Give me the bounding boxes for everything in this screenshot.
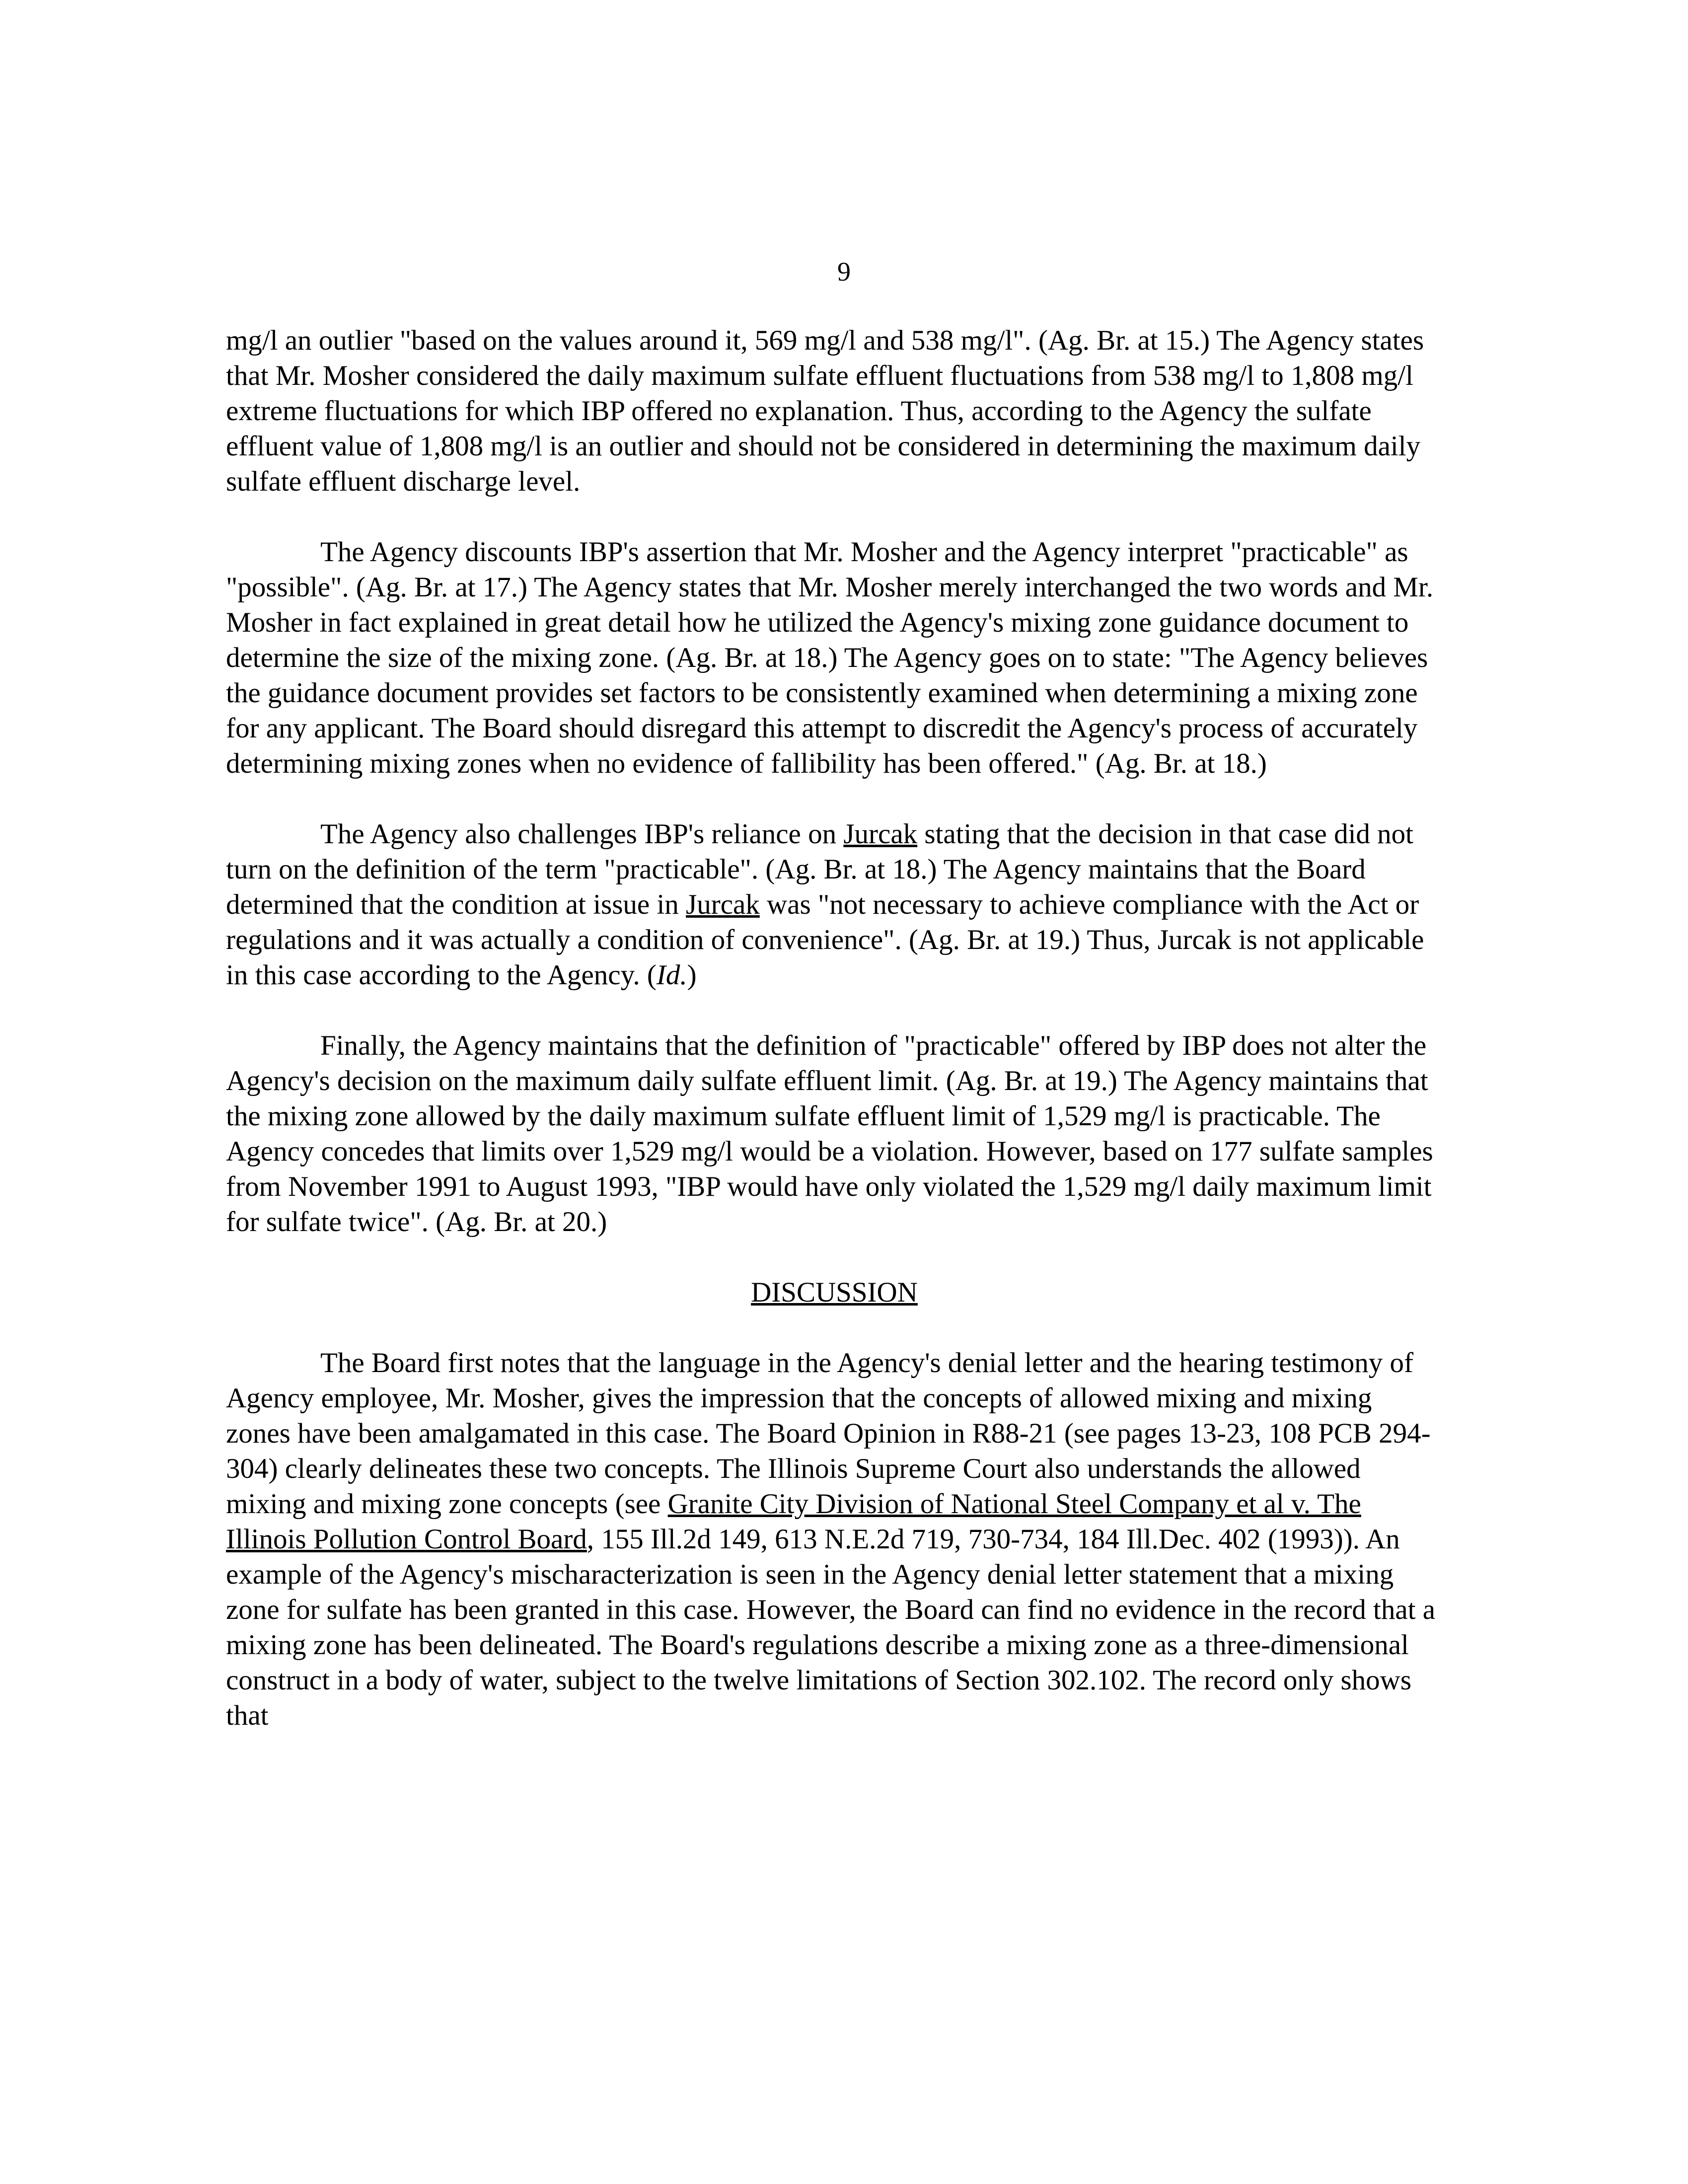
paragraph-finally: Finally, the Agency maintains that the definition of "practicable" offered by IBP does not alter the Agency's decision on the maximum daily sulfate effluent limit. (Ag. Br. at 19.) The Agency maintains that the mixing zone allowed by the daily maximum sulfate effluent limit of 1,529 mg/l is practicable. The Agency concedes that limits over 1,529 mg/l would be a violation. However, based on 177 sulfate samples from November 1991 to August 1993, "IBP would have only violated the 1,529 mg/l daily maximum limit for sulfate twice". (Ag. Br. at 20.) (226, 1030, 1433, 1238)
discussion-text-c: , 155 Ill.2d 149, 613 N.E.2d 719, 730-734, 184 Ill.Dec. 402 (1993)). An example of the Agency's mischaracterization is seen in the Agency denial letter statement that a mixing zone for sulfate has been granted in this case. However, the Board can find no evidence in the record that a mixing zone has been delineated. The Board's regulations describe a mixing zone as a three-dimensional construct in a body of water, subject to the twelve limitations of Section 302.102. The record only shows that (226, 1524, 1436, 1731)
paragraph-jurcak (226, 816, 1443, 993)
discussion-text-a: The Board first notes that the language in the Agency's denial letter and the hearing testimony of Agency employee, Mr. Mosher, gives the impression that the concepts of allowed mixing and mixing zones have been amalgamated in this case. The Board Opinion in R88-21 (see pages 13-23, 108 PCB 294-304) clearly delineates these two concepts. The Illinois Supreme Court also understands the allowed mixing and mixing zone concepts (see (226, 1347, 1431, 1520)
paragraph-outlier: mg/l an outlier "based on the values around it, 569 mg/l and 538 mg/l". (Ag. Br. at 15.) The Agency states that Mr. Mosher considered the daily maximum sulfate effluent fluctuations from 538 mg/l to 1,808 mg/l extreme fluctuations for which IBP offered no explanation. Thus, according to the Agency the sulfate effluent value of 1,808 mg/l is an outlier and should not be considered in determining the maximum daily sulfate effluent discharge level. (226, 325, 1424, 497)
case-name-jurcak: Jurcak (843, 818, 918, 850)
paragraph-practicable: The Agency discounts IBP's assertion that Mr. Mosher and the Agency interpret "practicable" as "possible". (Ag. Br. at 17.) The Agency states that Mr. Mosher merely interchanged the two words and Mr. Mosher in fact explained in great detail how he utilized the Agency's mixing zone guidance document to determine the size of the mixing zone. (Ag. Br. at 18.) The Agency goes on to state: "The Agency believes the guidance document provides set factors to be consistently examined when determining a mixing zone for any applicant. The Board should disregard this attempt to discredit the Agency's process of accurately determining mixing zones when no evidence of fallibility has been offered." (Ag. Br. at 18.) (226, 536, 1434, 779)
jurcak-text-a: The Agency also challenges IBP's reliance on (320, 818, 844, 850)
case-name-granite-city: Granite City Division of National Steel Company et al v. The Illinois Pollution Control Board (226, 1488, 1361, 1555)
jurcak-text-c: stating that the decision in that case did not turn on the definition of the term "practicable". (Ag. Br. at 18.) The Agency maintains that the Board determined that the condition at issue in (226, 818, 1413, 920)
discussion-heading: DISCUSSION (751, 1277, 918, 1308)
jurcak-text-e: was "not necessary to achieve compliance with the Act or regulations and it was actually a condition of convenience". (Ag. Br. at 19.) Thus, Jurcak is not applicable in this case according to the Agency. ( (226, 889, 1424, 991)
page-number: 9 (837, 257, 851, 287)
paragraph-discussion (226, 1345, 1443, 1733)
body-text (226, 323, 1443, 1768)
case-name-jurcak-2: Jurcak (686, 889, 760, 920)
jurcak-text-g: ) (687, 959, 697, 991)
citation-id: Id. (656, 959, 687, 991)
